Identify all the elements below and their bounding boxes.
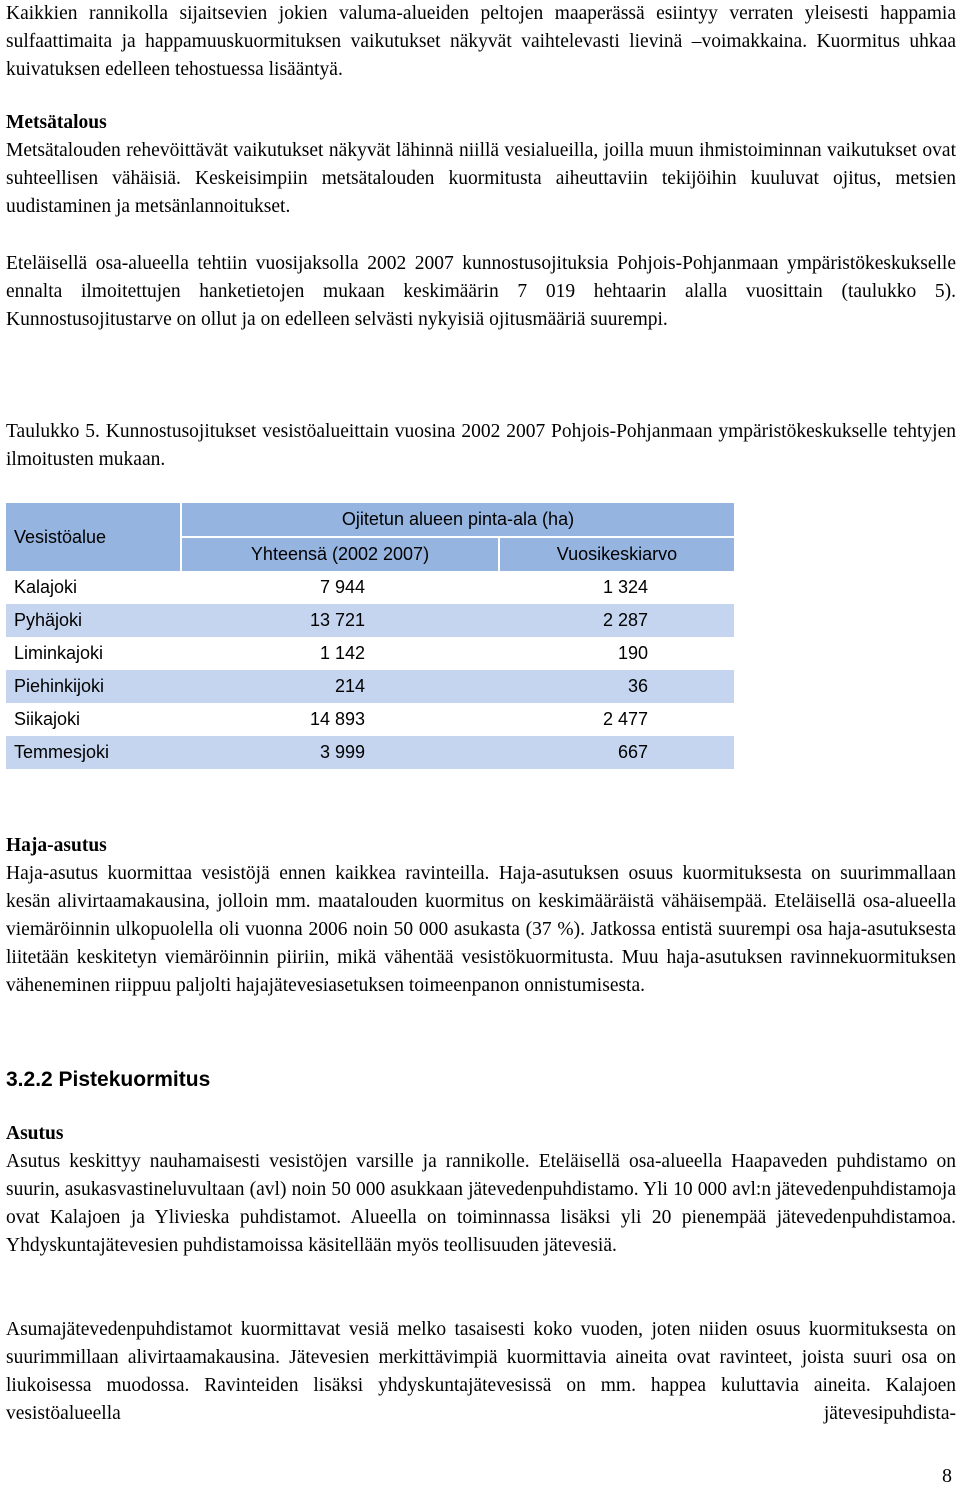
table-row	[6, 571, 734, 604]
cell-avg: 2 287	[602, 610, 648, 630]
table-row	[6, 604, 734, 637]
pistekuormitus-heading: 3.2.2 Pistekuormitus	[6, 1068, 211, 1091]
table-row	[6, 670, 734, 703]
ojitus-table	[6, 503, 734, 769]
asutus-paragraph: Asutus keskittyy nauhamaisesti vesistöjen varsille ja rannikolle. Eteläisellä osa-alueella Haapaveden puhdistamo on suurin, asukasvastineluvultaan (avl) noin 50 000 asukkaan jätevedenpuhdistamo. Yli 10 000 avl:n jätevedenpuhdistamoja ovat Kalajoen ja Ylivieska puhdistamot. Alueella on toiminnassa lisäksi yli 20 pienempää jätevedenpuhdistamoa. Yhdyskuntajätevesien puhdistamoissa käsitellään myös teollisuuden jätevesiä.	[6, 1151, 956, 1256]
cell-name: Siikajoki	[14, 709, 81, 729]
ojitus-paragraph: Eteläisellä osa-alueella tehtiin vuosijaksolla 2002 2007 kunnostusojituksia Pohjois-Pohjanmaan ympäristökeskukselle ennalta ilmoitettujen hanketietojen mukaan keskimäärin 7 019 hehtaarin alalla vuosittain (taulukko 5). Kunnostusojitustarve on ollut ja on edelleen selvästi nykyisiä ojitusmääriä suurempi.	[6, 253, 956, 330]
cell-total: 13 721	[309, 610, 365, 630]
cell-avg: 667	[617, 742, 648, 762]
cell-avg: 1 324	[602, 577, 648, 597]
asutus-heading: Asutus	[6, 1123, 64, 1144]
cell-avg: 190	[617, 643, 648, 663]
cell-total: 1 142	[319, 643, 365, 663]
cell-name: Kalajoki	[14, 577, 78, 597]
cell-avg: 36	[627, 676, 648, 696]
table-header-row	[6, 503, 734, 537]
cell-name: Liminkajoki	[14, 643, 104, 663]
metsatalous-paragraph: Metsätalouden rehevöittävät vaikutukset näkyvät lähinnä niillä vesialueilla, joilla muun ihmistoiminnan vaikutukset ovat suhteellisen vähäisiä. Keskeisimpiin metsätalouden kuormitusta aiheuttaviin tekijöihin kuuluvat ojitus, metsien uudistaminen ja metsänlannoitukset.	[6, 140, 956, 217]
table-row	[6, 736, 734, 769]
header-pinta-ala: Ojitetun alueen pinta-ala (ha)	[181, 503, 734, 537]
cell-total: 3 999	[319, 742, 365, 762]
cell-total: 14 893	[309, 709, 365, 729]
header-yhteensa: Yhteensä (2002 2007)	[181, 537, 499, 571]
cell-name: Piehinkijoki	[14, 676, 105, 696]
header-vesistoalue: Vesistöalue	[6, 503, 181, 571]
cell-name: Temmesjoki	[14, 742, 110, 762]
cell-total: 7 944	[319, 577, 365, 597]
metsatalous-heading: Metsätalous	[6, 112, 107, 133]
haja-asutus-heading: Haja-asutus	[6, 835, 107, 856]
cell-total: 214	[334, 676, 365, 696]
page-number: 8	[942, 1465, 952, 1487]
intro-paragraph: Kaikkien rannikolla sijaitsevien jokien valuma-alueiden peltojen maaperässä esiintyy verraten yleisesti happamia sulfaattimaita ja happamuuskuormituksen vaikutukset näkyvät vaihtelevasti lievinä –voimakkaina. Kuormitus uhkaa kuivatuksen edelleen tehostuessa lisääntyä.	[6, 3, 956, 80]
cell-avg: 2 477	[602, 709, 648, 729]
table-row	[6, 637, 734, 670]
table-row	[6, 703, 734, 736]
cell-name: Pyhäjoki	[14, 610, 83, 630]
haja-asutus-paragraph: Haja-asutus kuormittaa vesistöjä ennen kaikkea ravinteilla. Haja-asutuksen osuus kuormituksesta on suurimmallaan kesän alivirtaamakausina, jolloin mm. maatalouden kuormitus on keskimääräistä vähäisempää. Eteläisellä osa-alueella viemäröinnin ulkopuolella oli vuonna 2006 noin 50 000 asukasta (37 %). Jatkossa entistä suurempi osa haja-asutuksesta liitetään keskitetyn viemäröinnin piiriin, mikä vähentää vesistökuormitusta. Muu haja-asutuksen ravinnekuormituksen väheneminen riippuu paljolti hajajätevesiasetuksen toimeenpanon onnistumisesta.	[6, 863, 956, 996]
header-vuosikeskiarvo: Vuosikeskiarvo	[556, 544, 678, 564]
asumajatevesi-paragraph: Asumajätevedenpuhdistamot kuormittavat vesiä melko tasaisesti koko vuoden, joten niiden osuus kuormituksesta on suurimmillaan alivirtaamakausina. Jätevesien merkittävimpiä kuormittavia aineita ovat ravinteet, joista suuri osa on liukoisessa muodossa. Ravinteiden lisäksi yhdyskuntajätevesissä on mm. happea kuluttavia aineita. Kalajoen vesistöalueella jätevesipuhdista-	[6, 1319, 956, 1424]
table-caption: Taulukko 5. Kunnostusojitukset vesistöalueittain vuosina 2002 2007 Pohjois-Pohjanmaan ympäristökeskukselle tehtyjen ilmoitusten mukaan.	[6, 421, 956, 470]
